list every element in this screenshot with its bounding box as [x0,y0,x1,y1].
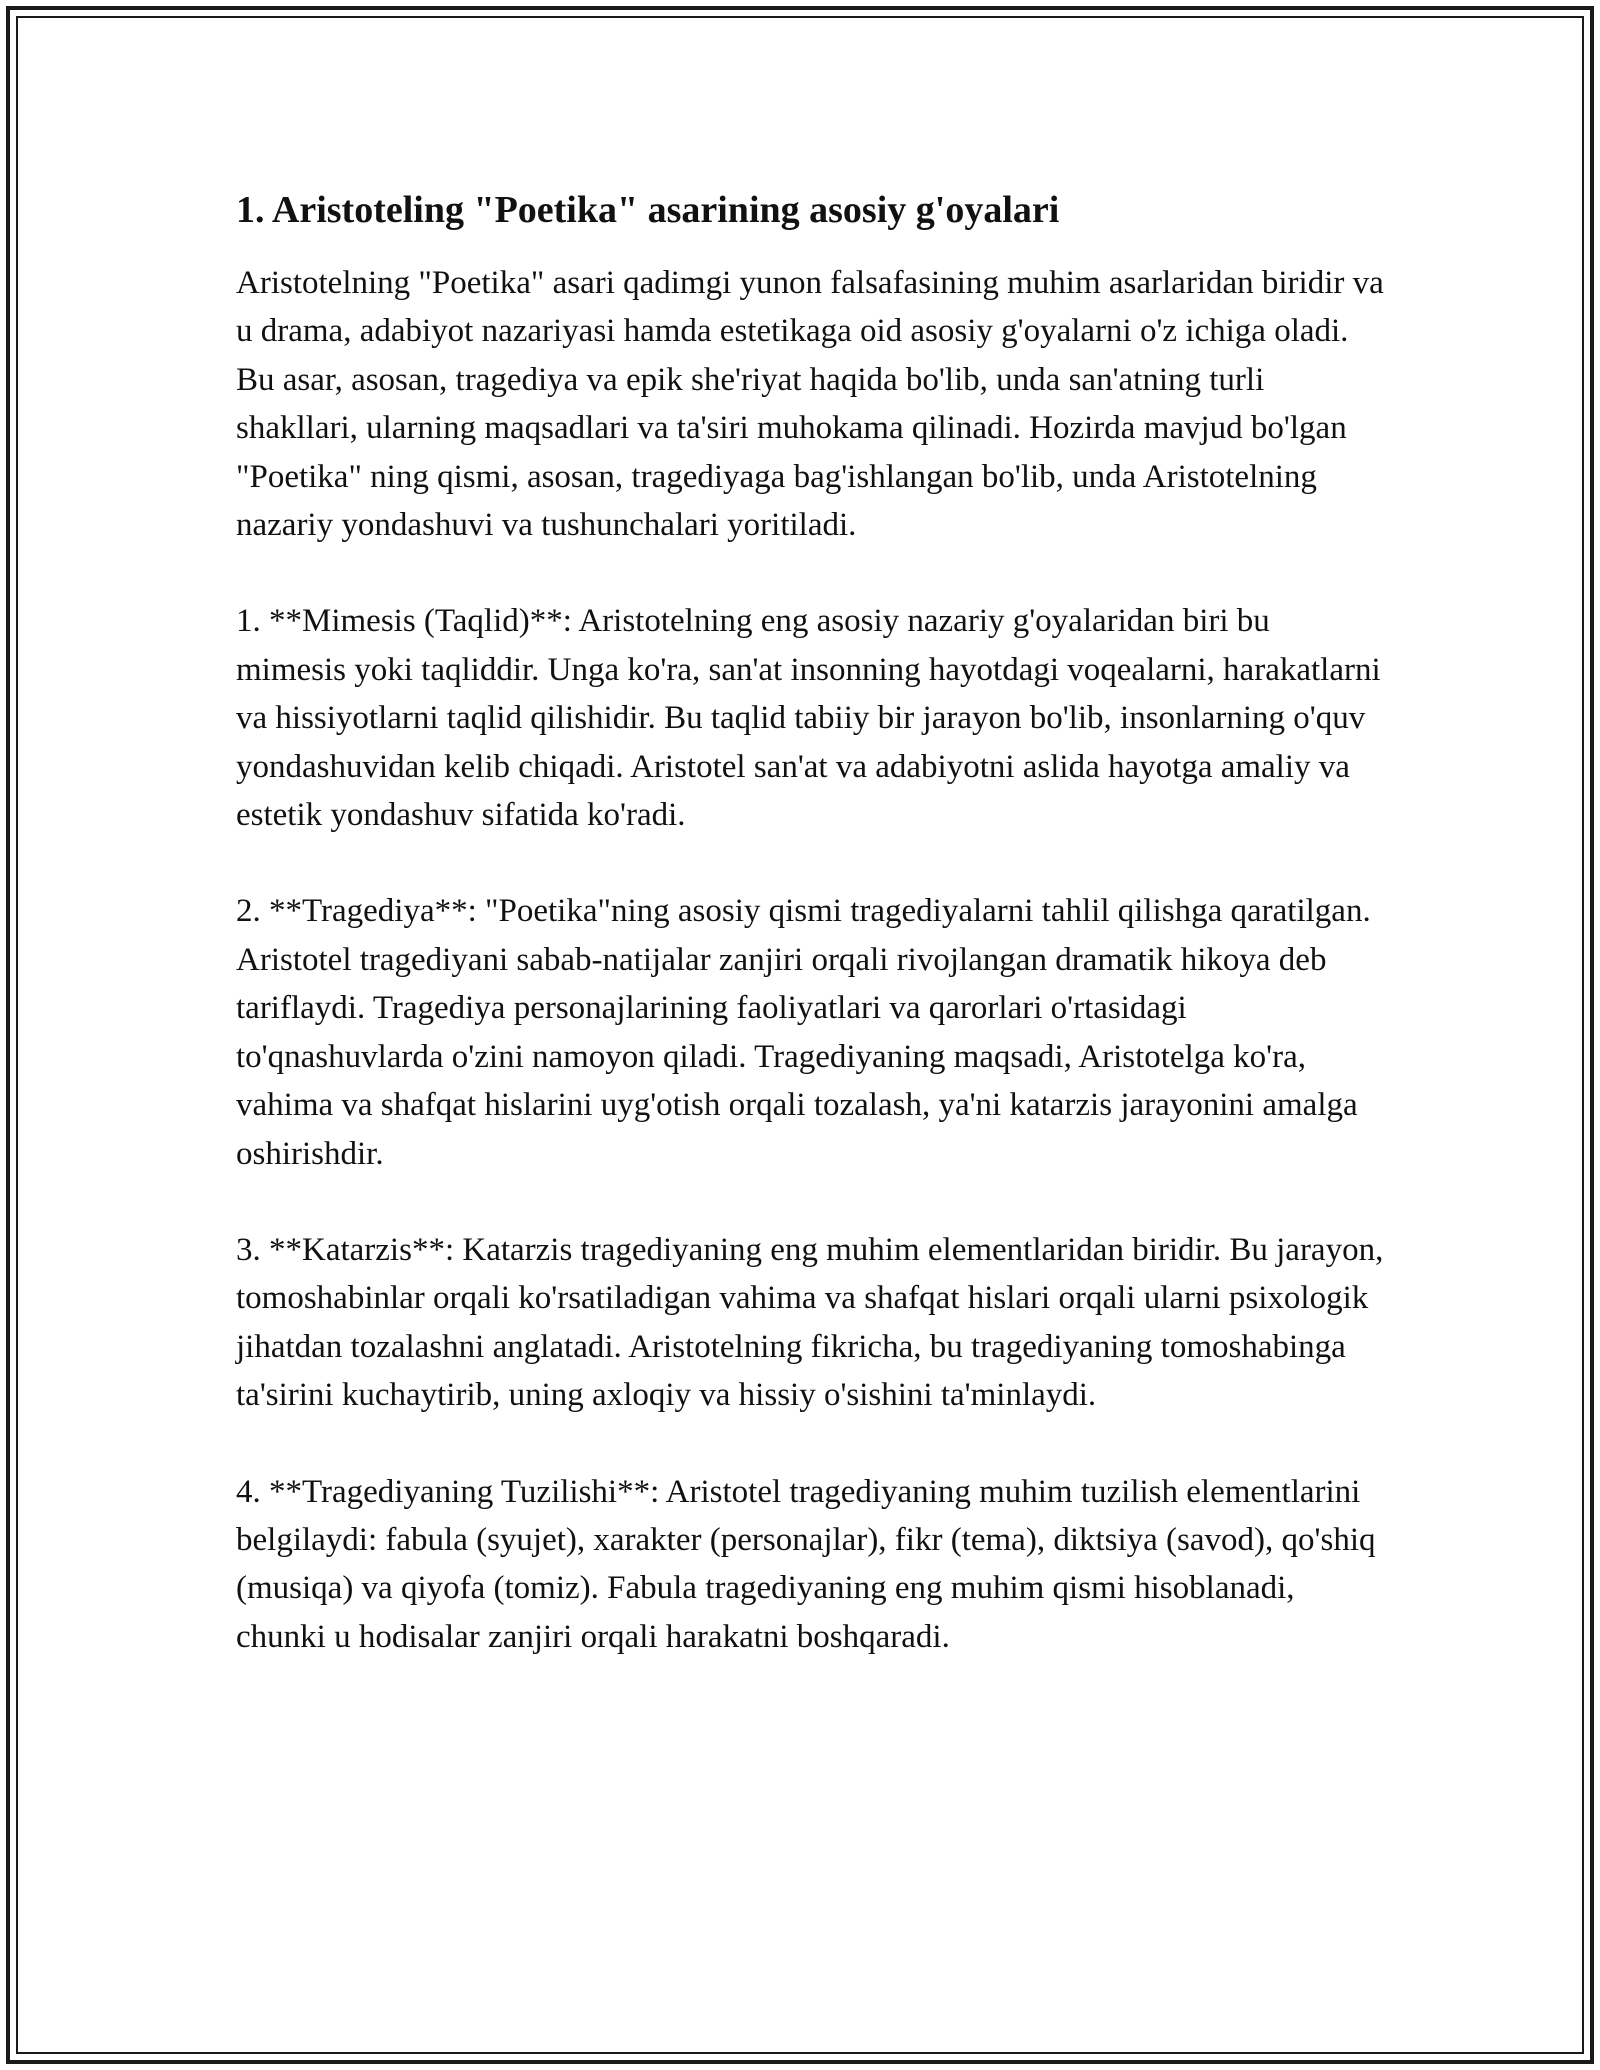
section-heading: 1. Aristoteling "Poetika" asarining asosiy g'oyalari [236,189,1060,231]
mimesis-paragraph: 1. **Mimesis (Taqlid)**: Aristotelning eng asosiy nazariy g'oyalaridan biri bu mimesis yoki taqliddir. Unga ko'ra, san'at insonning hayotdagi voqealarni, harakatlarni va hissiyotlarni taqlid qilishidir. Bu taqlid tabiiy bir jarayon bo'lib, insonlarning o'quv yondashuvidan kelib chiqadi. Aristotel san'at va adabiyotni aslida hayotga amaliy va estetik yondashuv sifatida ko'radi. [236,603,1381,834]
intro-paragraph: Aristotelning "Poetika" asari qadimgi yunon falsafasining muhim asarlaridan biridir va u drama, adabiyot nazariyasi hamda estetikaga oid asosiy g'oyalarni o'z ichiga oladi. Bu asar, asosan, tragediya va epik she'riyat haqida bo'lib, unda san'atning turli shakllari, ularning maqsadlari va ta'siri muhokama qilinadi. Hozirda mavjud bo'lgan "Poetika" ning qismi, asosan, tragediyaga bag'ishlangan bo'lib, unda Aristotelning nazariy yondashuvi va tushunchalari yoritiladi. [236,265,1384,544]
tragedy-paragraph: 2. **Tragediya**: "Poetika"ning asosiy qismi tragediyalarni tahlil qilishga qaratilgan. Aristotel tragediyani sabab-natijalar zanjiri orqali rivojlangan dramatik hikoya deb tariflaydi. Tragediya personajlarining faoliyatlari va qarorlari o'rtasidagi to'qnashuvlarda o'zini namoyon qiladi. Tragediyaning maqsadi, Aristotelga ko'ra, vahima va shafqat hislarini uyg'otish orqali tozalash, ya'ni katarzis jarayonini amalga oshirishdir. [236,893,1371,1172]
document-body [236,185,1386,1661]
tragedy-structure-paragraph: 4. **Tragediyaning Tuzilishi**: Aristotel tragediyaning muhim tuzilish elementlarini belgilaydi: fabula (syujet), xarakter (personajlar), fikr (tema), diktsiya (savod), qo'shiq (musiqa) va qiyofa (tomiz). Fabula tragediyaning eng muhim qismi hisoblanadi, chunki u hodisalar zanjiri orqali harakatni boshqaradi. [236,1473,1376,1655]
catharsis-paragraph: 3. **Katarzis**: Katarzis tragediyaning eng muhim elementlaridan biridir. Bu jarayon, tomoshabinlar orqali ko'rsatiladigan vahima va shafqat hislari orqali ularni psixologik jihatdan tozalashni anglatadi. Aristotelning fikricha, bu tragediyaning tomoshabinga ta'sirini kuchaytirib, uning axloqiy va hissiy o'sishini ta'minlaydi. [236,1231,1384,1414]
